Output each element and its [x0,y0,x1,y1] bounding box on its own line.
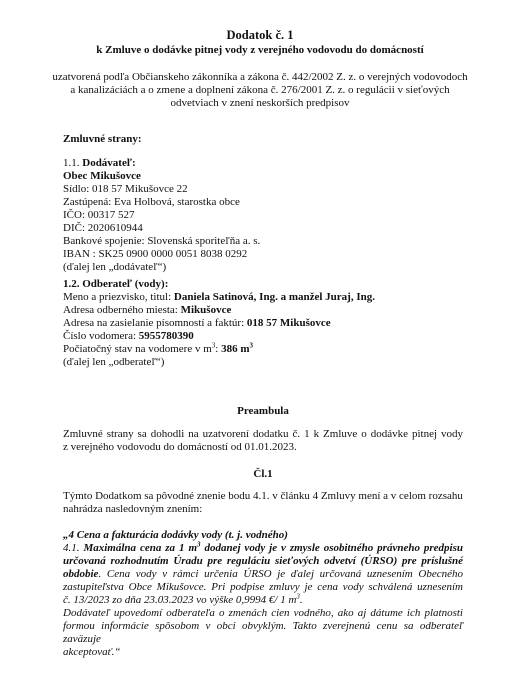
clause-p2-line: akceptovať.“ [63,646,121,658]
preamble-line: Zmluvné strany sa dohodli na uzatvorení dodatku č. 1 k Zmluve o dodávke pitnej vody [63,428,463,440]
article-intro [63,490,463,516]
supplier-represented: Zastúpená: Eva Holbová, starostka obce [63,196,240,208]
supplier-ico: IČO: 00317 527 [63,209,135,221]
customer-label: 1.2. Odberateľ (vody): [63,278,169,290]
document-title: Dodatok č. 1 [226,28,294,42]
supplier-number: 1.1. [63,157,80,169]
supplier-name: Obec Mikušovce [63,170,141,182]
customer-meter-line [63,330,463,343]
clause-line-5 [63,594,463,607]
intro-line: a kanalizáciách a o zmene a doplnení zákona č. 276/2001 Z. z. o regulácii v sieťových [70,84,450,96]
clause-sup: 3 [197,540,201,549]
customer-state-line [63,343,463,356]
article-intro-line: nahrádza nasledovným znením: [63,503,203,515]
customer-state-sup: 3 [211,341,216,350]
customer-place-line [63,304,463,317]
clause-line3-rest: . Cena vody v rámci určenia ÚRSO je ďalej určovaná uznesením Obecného [98,568,463,580]
intro-line: uzatvorená podľa Občianskeho zákonníka a zákona č. 442/2002 Z. z. o verejných vodovodoch [52,71,468,83]
clause-line-4: zastupiteľstva Obce Mikušovce. Pri podpise zmluvy je cena vody schválená uznesením [63,581,463,593]
customer-meter-prefix: Číslo vodomera: [63,330,139,342]
customer-place-prefix: Adresa odberného miesta: [63,304,181,316]
clause-line5-sup: 3 [296,592,300,601]
customer-name: Daniela Satinová, Ing. a manžel Juraj, Ing. [173,291,375,303]
clause-line-1 [63,542,463,555]
customer-place: Mikušovce [180,304,232,316]
clause-number: 4.1. [63,542,84,554]
parties-heading: Zmluvné strany: [63,133,142,145]
article-intro-line: Týmto Dodatkom sa pôvodné znenie bodu 4.1. v článku 4 Zmluvy mení a v celom rozsahu [63,490,463,502]
customer-mail-prefix: Adresa na zasielanie písomností a faktúr: [63,317,247,329]
document-subtitle: k Zmluve o dodávke pitnej vody z verejného vodovodu do domácností [96,44,424,56]
supplier-dic: DIČ: 2020610944 [63,222,143,234]
customer-alias: (ďalej len „odberateľ“) [63,356,165,368]
supplier-label-line [63,157,463,170]
customer-state-block [63,343,463,369]
supplier-bank: Bankové spojenie: Slovenská sporiteľňa a. s. [63,235,261,247]
customer-state-value: 386 m [221,343,250,355]
article-heading: Čl.1 [253,468,273,480]
preamble-paragraph [63,428,463,454]
clause-p2-line: Dodávateľ upovedomí odberateľa o zmenách cien vodného, ako aj dátume ich platnosti [63,607,463,619]
quote-title: „4 Cena a fakturácia dodávky vody (t. j. vodného) [63,529,288,541]
intro-line: odvetviach v znení neskorších predpisov [170,97,350,109]
preamble-heading: Preambula [237,405,289,417]
customer-state-value-sup: 3 [249,341,254,350]
supplier-block [63,157,463,274]
supplier-label: Dodávateľ: [82,157,136,169]
intro-paragraph [40,71,480,110]
clause-p2-line: formou informácie spôsobom v obci obvyklým. Takto zverejnenú cenu sa odberateľ zaväzuje [63,620,463,645]
quoted-clause [63,529,463,659]
preamble-line: z verejného vodovodu do domácností od 01.01.2023. [63,441,297,453]
clause-bold-b: dodanej vody je v zmysle osobitného právneho predpisu [200,542,463,554]
clause-line5-a: č. 13/2023 zo dňa 23.03.2023 vo výške 0,9994 €/ 1 m [63,594,297,606]
customer-mail: 018 57 Mikušovce [246,317,331,329]
customer-name-line [63,291,463,304]
supplier-seat: Sídlo: 018 57 Mikušovce 22 [63,183,188,195]
customer-mail-line [63,317,463,330]
customer-name-prefix: Meno a priezvisko, titul: [63,291,174,303]
customer-meter: 5955780390 [138,330,194,342]
customer-state-colon: : [215,343,222,355]
clause-line5-b: . [299,594,303,606]
customer-state-prefix: Počiatočný stav na vodomere v m [63,343,212,355]
clause-bold-a: Maximálna cena za 1 m [83,542,197,554]
supplier-iban: IBAN : SK25 0900 0000 0051 8038 0292 [63,248,248,260]
clause-line-3 [63,568,463,581]
supplier-alias: (ďalej len „dodávateľ“) [63,261,167,273]
customer-block [63,278,463,343]
clause-line-2: určovaná rozhodnutím Úradu pre reguláciu sieťových odvetví (ÚRSO) pre príslušné [63,555,463,567]
clause-line3-bold: obdobie [63,568,99,580]
